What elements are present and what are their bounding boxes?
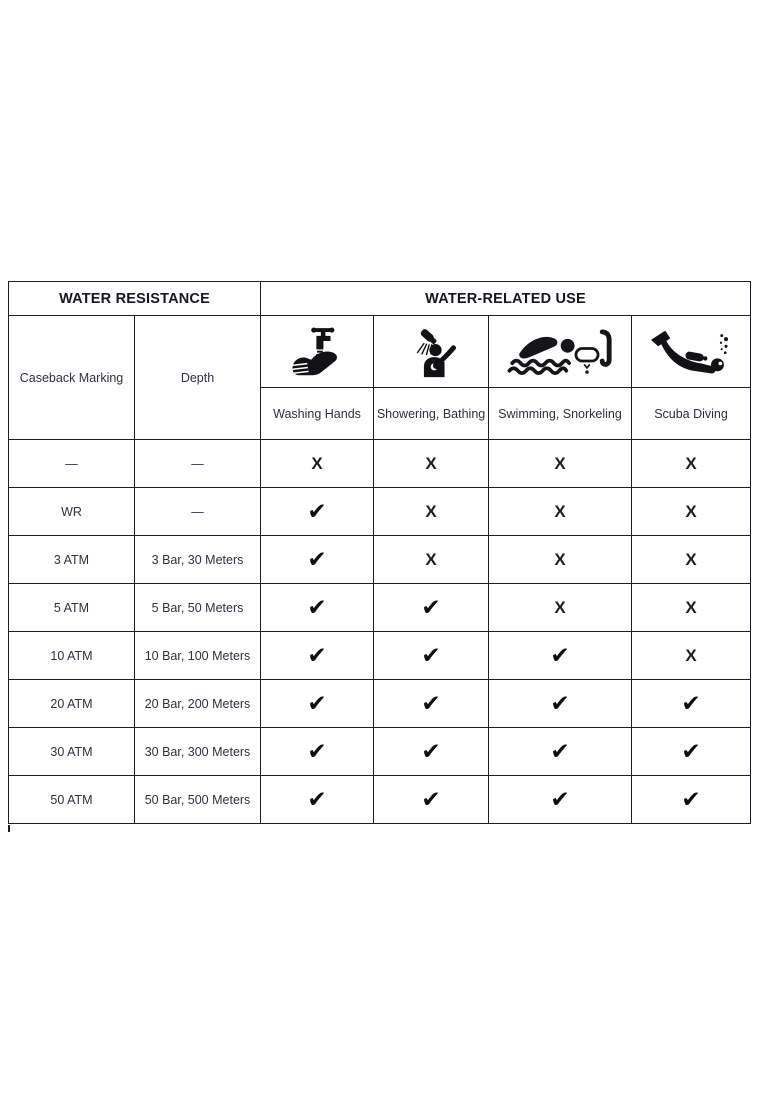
icon-row xyxy=(9,316,751,388)
table-body xyxy=(9,440,751,824)
mark-cell: X xyxy=(374,440,489,488)
depth-cell: — xyxy=(135,488,261,536)
mark-cell: X xyxy=(489,584,632,632)
depth-cell: 50 Bar, 500 Meters xyxy=(135,776,261,824)
mark-cell: X xyxy=(632,632,751,680)
depth-cell: 3 Bar, 30 Meters xyxy=(135,536,261,584)
mark-cell: ✔ xyxy=(489,776,632,824)
mark-cell: X xyxy=(632,488,751,536)
caseback-marking-cell: 3 ATM xyxy=(9,536,135,584)
mark-cell: ✔ xyxy=(261,584,374,632)
caseback-marking-cell: 50 ATM xyxy=(9,776,135,824)
mark-cell: ✔ xyxy=(632,680,751,728)
cropped-border-stub xyxy=(8,825,10,832)
table-row xyxy=(9,584,751,632)
use-label-showering-bathing: Showering, Bathing xyxy=(374,388,489,440)
washing-hands-icon xyxy=(261,316,373,387)
mark-cell: X xyxy=(489,488,632,536)
caseback-marking-cell: WR xyxy=(9,488,135,536)
mark-cell: ✔ xyxy=(489,632,632,680)
mark-cell: ✔ xyxy=(261,680,374,728)
mark-cell: ✔ xyxy=(261,728,374,776)
table-row xyxy=(9,728,751,776)
mark-cell: ✔ xyxy=(374,680,489,728)
depth-cell: — xyxy=(135,440,261,488)
mark-cell: ✔ xyxy=(261,488,374,536)
mark-cell: X xyxy=(632,536,751,584)
use-label-washing-hands: Washing Hands xyxy=(261,388,374,440)
scuba-diving-icon xyxy=(632,316,750,387)
mark-cell: ✔ xyxy=(261,776,374,824)
table-row xyxy=(9,488,751,536)
use-label-scuba-diving: Scuba Diving xyxy=(632,388,751,440)
mark-cell: X xyxy=(374,536,489,584)
table-row xyxy=(9,680,751,728)
washing-hands-icon-cell xyxy=(261,316,374,388)
mark-cell: ✔ xyxy=(632,776,751,824)
water-related-use-header: WATER-RELATED USE xyxy=(261,282,751,316)
depth-cell: 10 Bar, 100 Meters xyxy=(135,632,261,680)
scuba-diving-icon-cell xyxy=(632,316,751,388)
mark-cell: ✔ xyxy=(632,728,751,776)
mark-cell: X xyxy=(489,440,632,488)
mark-cell: X xyxy=(374,488,489,536)
mark-cell: ✔ xyxy=(261,536,374,584)
table-row xyxy=(9,440,751,488)
water-resistance-header: WATER RESISTANCE xyxy=(9,282,261,316)
table-row xyxy=(9,536,751,584)
mark-cell: ✔ xyxy=(261,632,374,680)
depth-cell: 30 Bar, 300 Meters xyxy=(135,728,261,776)
table-row xyxy=(9,632,751,680)
caseback-marking-cell: 30 ATM xyxy=(9,728,135,776)
table-header-row xyxy=(9,282,751,316)
showering-bathing-icon xyxy=(374,316,488,387)
use-label-swimming-snorkeling: Swimming, Snorkeling xyxy=(489,388,632,440)
caseback-marking-cell: — xyxy=(9,440,135,488)
mark-cell: ✔ xyxy=(374,584,489,632)
caseback-marking-cell: 5 ATM xyxy=(9,584,135,632)
mark-cell: ✔ xyxy=(489,680,632,728)
swimming-snorkeling-icon-cell xyxy=(489,316,632,388)
caseback-marking-cell: 20 ATM xyxy=(9,680,135,728)
caseback-marking-column-header: Caseback Marking xyxy=(9,316,135,440)
mark-cell: X xyxy=(632,584,751,632)
mark-cell: X xyxy=(489,536,632,584)
mark-cell: ✔ xyxy=(374,632,489,680)
mark-cell: X xyxy=(261,440,374,488)
table-row xyxy=(9,776,751,824)
depth-column-header: Depth xyxy=(135,316,261,440)
depth-cell: 20 Bar, 200 Meters xyxy=(135,680,261,728)
water-resistance-table xyxy=(8,281,751,824)
swimming-snorkeling-icon xyxy=(489,316,631,387)
mark-cell: ✔ xyxy=(374,728,489,776)
mark-cell: X xyxy=(632,440,751,488)
depth-cell: 5 Bar, 50 Meters xyxy=(135,584,261,632)
mark-cell: ✔ xyxy=(489,728,632,776)
showering-bathing-icon-cell xyxy=(374,316,489,388)
mark-cell: ✔ xyxy=(374,776,489,824)
caseback-marking-cell: 10 ATM xyxy=(9,632,135,680)
